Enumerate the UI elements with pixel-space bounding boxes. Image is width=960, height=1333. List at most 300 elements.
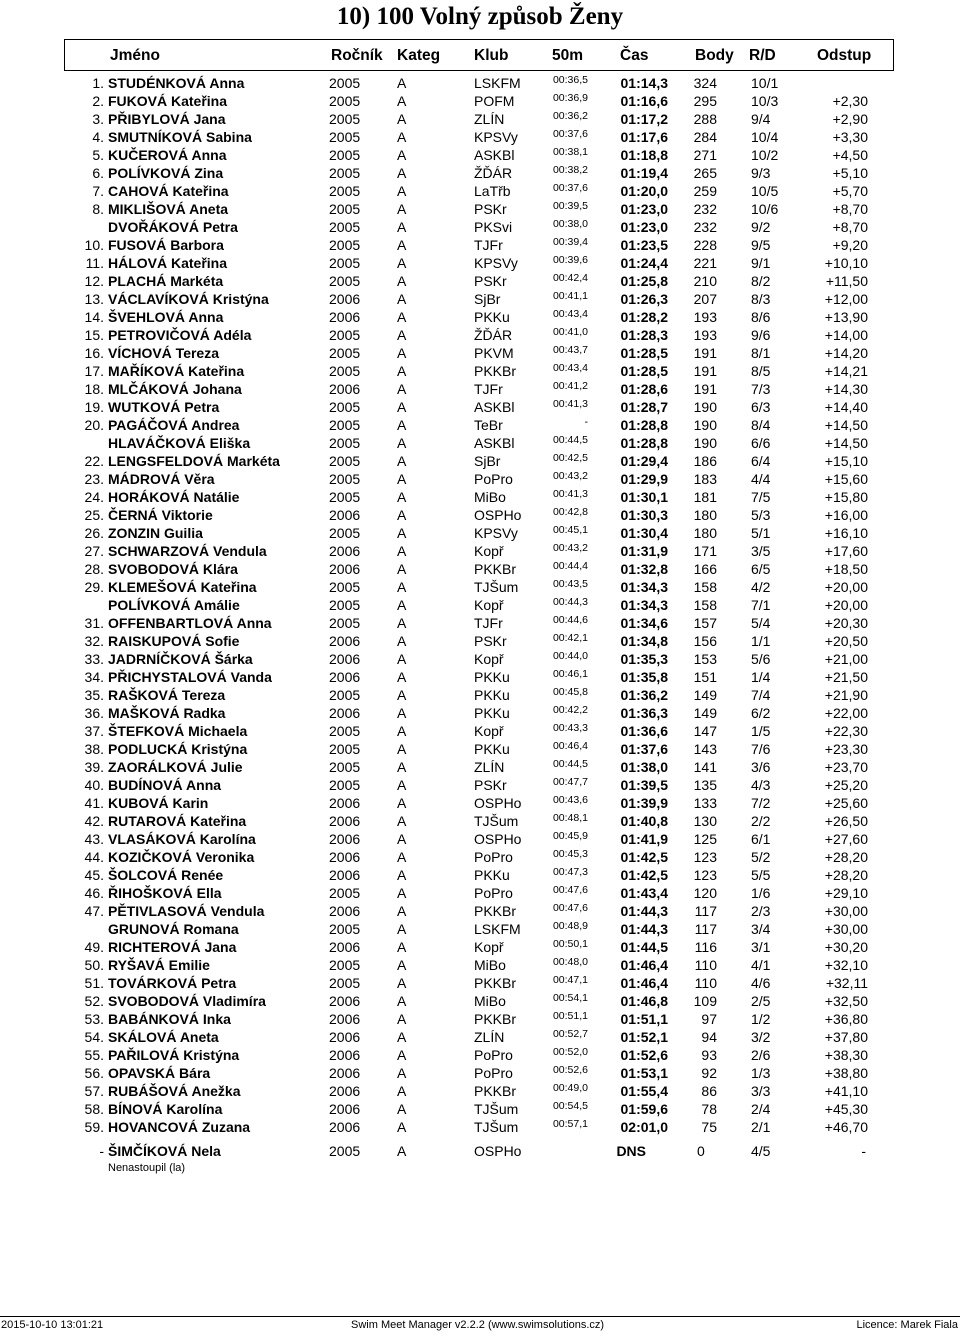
cell-name: PŘICHYSTALOVÁ Vanda (108, 669, 272, 685)
table-row (0, 722, 960, 740)
cell-split-50m: 00:54,5 (552, 1100, 588, 1112)
cell-club: MiBo (474, 957, 506, 973)
cell-rank: 35. (84, 687, 104, 703)
table-row (0, 920, 960, 938)
cell-gap: +14,20 (824, 345, 868, 361)
cell-rank: 22. (84, 453, 104, 469)
cell-name: PLACHÁ Markéta (108, 273, 224, 289)
cell-year: 2005 (329, 111, 361, 127)
dns-category: A (397, 1143, 407, 1159)
cell-round-lane: 4/2 (751, 579, 771, 595)
cell-gap: +2,30 (832, 93, 868, 109)
cell-gap: +14,00 (824, 327, 868, 343)
cell-time: 01:32,8 (620, 561, 668, 577)
cell-rank: 53. (84, 1011, 104, 1027)
cell-category: A (397, 129, 407, 145)
cell-split-50m: 00:44,5 (552, 758, 588, 770)
cell-club: TJFr (474, 237, 503, 253)
dns-club: OSPHo (474, 1143, 522, 1159)
cell-points: 191 (693, 381, 717, 397)
table-row (0, 992, 960, 1010)
dns-year: 2005 (329, 1143, 361, 1159)
cell-time: 01:46,4 (620, 957, 668, 973)
cell-year: 2005 (329, 183, 361, 199)
cell-split-50m: 00:43,5 (552, 578, 588, 590)
cell-category: A (397, 165, 407, 181)
cell-year: 2005 (329, 759, 361, 775)
cell-split-50m: 00:42,4 (552, 272, 588, 284)
table-row (0, 704, 960, 722)
cell-name: RICHTEROVÁ Jana (108, 939, 237, 955)
cell-year: 2005 (329, 327, 361, 343)
cell-round-lane: 9/1 (751, 255, 771, 271)
cell-club: PoPro (474, 849, 513, 865)
cell-points: 110 (694, 975, 717, 991)
cell-rank: 58. (84, 1101, 104, 1117)
dns-name: ŠIMČÍKOVÁ Nela (108, 1143, 221, 1159)
cell-time: 01:36,3 (620, 705, 668, 721)
cell-name: MLČÁKOVÁ Johana (108, 381, 242, 397)
cell-year: 2006 (329, 543, 361, 559)
cell-time: 01:23,5 (620, 237, 668, 253)
cell-split-50m: 00:44,3 (552, 596, 588, 608)
cell-split-50m: 00:45,3 (552, 848, 588, 860)
cell-year: 2005 (329, 201, 361, 217)
cell-rank: 11. (85, 255, 104, 271)
cell-split-50m: 00:38,0 (552, 218, 588, 230)
cell-round-lane: 5/3 (751, 507, 771, 523)
cell-round-lane: 9/4 (751, 111, 771, 127)
table-row (0, 308, 960, 326)
cell-club: LaTřb (474, 183, 511, 199)
cell-gap: +32,50 (824, 993, 868, 1009)
cell-round-lane: 2/2 (751, 813, 771, 829)
cell-gap: +32,11 (825, 975, 868, 991)
cell-name: BABÁNKOVÁ Inka (108, 1011, 231, 1027)
cell-club: TJŠum (474, 1119, 519, 1135)
cell-split-50m: 00:36,9 (552, 92, 588, 104)
cell-category: A (397, 1047, 407, 1063)
cell-split-50m: 00:36,2 (552, 110, 588, 122)
table-row (0, 614, 960, 632)
cell-category: A (397, 399, 407, 415)
cell-round-lane: 2/6 (751, 1047, 771, 1063)
cell-points: 143 (693, 741, 717, 757)
cell-points: 117 (694, 921, 717, 937)
cell-gap: +21,00 (824, 651, 868, 667)
cell-category: A (397, 363, 407, 379)
cell-points: 147 (693, 723, 717, 739)
cell-time: 01:43,4 (620, 885, 668, 901)
cell-time: 01:36,6 (620, 723, 668, 739)
cell-name: PĚTIVLASOVÁ Vendula (108, 903, 265, 919)
cell-club: PSKr (474, 633, 507, 649)
cell-gap: +23,30 (824, 741, 868, 757)
cell-category: A (397, 741, 407, 757)
cell-time: 01:35,8 (620, 669, 668, 685)
table-row (0, 272, 960, 290)
cell-gap: +18,50 (824, 561, 868, 577)
cell-year: 2005 (329, 525, 361, 541)
cell-category: A (397, 831, 407, 847)
cell-points: 295 (693, 93, 717, 109)
cell-category: A (397, 183, 407, 199)
dns-entry (0, 1142, 960, 1178)
cell-split-50m: 00:52,7 (552, 1028, 588, 1040)
cell-year: 2006 (329, 1065, 361, 1081)
cell-club: OSPHo (474, 507, 522, 523)
cell-time: 01:14,3 (620, 75, 668, 91)
cell-club: MiBo (474, 489, 506, 505)
cell-time: 01:44,3 (620, 921, 668, 937)
cell-round-lane: 9/2 (751, 219, 771, 235)
cell-gap: +22,00 (824, 705, 868, 721)
cell-split-50m: 00:43,2 (552, 542, 588, 554)
cell-round-lane: 8/3 (751, 291, 771, 307)
cell-rank: 55. (84, 1047, 104, 1063)
cell-gap: +30,00 (824, 921, 868, 937)
cell-year: 2006 (329, 651, 361, 667)
header-gap: Odstup (817, 47, 872, 64)
cell-time: 01:17,2 (620, 111, 668, 127)
table-row (0, 902, 960, 920)
cell-name: LENGSFELDOVÁ Markéta (108, 453, 280, 469)
cell-club: POFM (474, 93, 515, 109)
cell-rank: 6. (92, 165, 104, 181)
cell-club: KPSVy (474, 129, 518, 145)
cell-points: 228 (693, 237, 717, 253)
cell-gap: +14,50 (824, 417, 868, 433)
cell-rank: 59. (84, 1119, 104, 1135)
cell-round-lane: 8/2 (751, 273, 771, 289)
cell-time: 01:44,5 (620, 939, 668, 955)
cell-round-lane: 1/2 (751, 1011, 771, 1027)
cell-gap: +3,30 (832, 129, 868, 145)
cell-rank: 25. (84, 507, 104, 523)
cell-year: 2005 (329, 921, 361, 937)
cell-split-50m: 00:46,1 (552, 668, 588, 680)
cell-split-50m: 00:43,4 (552, 308, 588, 320)
cell-gap: +8,70 (832, 201, 868, 217)
header-time: Čas (620, 47, 649, 64)
cell-name: MÁDROVÁ Věra (108, 471, 215, 487)
table-row (0, 470, 960, 488)
cell-points: 157 (693, 615, 717, 631)
cell-round-lane: 10/4 (751, 129, 779, 145)
cell-split-50m: 00:43,3 (552, 722, 588, 734)
table-row (0, 740, 960, 758)
cell-points: 86 (701, 1083, 717, 1099)
cell-split-50m: 00:41,2 (552, 380, 588, 392)
cell-points: 284 (693, 129, 717, 145)
cell-club: PoPro (474, 1047, 513, 1063)
cell-time: 01:36,2 (620, 687, 668, 703)
footer-licence: Licence: Marek Fiala (856, 1319, 958, 1331)
cell-rank: 17. (84, 363, 104, 379)
cell-split-50m: 00:57,1 (552, 1118, 588, 1130)
cell-gap: +38,30 (824, 1047, 868, 1063)
cell-round-lane: 7/5 (751, 489, 771, 505)
cell-points: 120 (693, 885, 717, 901)
cell-club: PSKr (474, 201, 507, 217)
cell-rank: 36. (84, 705, 104, 721)
cell-category: A (397, 75, 407, 91)
cell-year: 2005 (329, 489, 361, 505)
cell-time: 01:18,8 (620, 147, 668, 163)
cell-rank: 4. (92, 129, 104, 145)
cell-split-50m: 00:43,4 (552, 362, 588, 374)
cell-time: 01:24,4 (620, 255, 668, 271)
cell-category: A (397, 939, 407, 955)
cell-club: PKKu (474, 669, 510, 685)
cell-split-50m: 00:39,5 (552, 200, 588, 212)
cell-round-lane: 2/5 (751, 993, 771, 1009)
table-row (0, 1064, 960, 1082)
cell-year: 2005 (329, 435, 361, 451)
cell-name: PAŘILOVÁ Kristýna (108, 1047, 240, 1063)
cell-club: PKKu (474, 705, 510, 721)
cell-points: 166 (693, 561, 717, 577)
cell-points: 191 (693, 363, 717, 379)
cell-name: KLEMEŠOVÁ Kateřina (108, 579, 257, 595)
cell-name: FUKOVÁ Kateřina (108, 93, 228, 109)
cell-gap: +28,20 (824, 849, 868, 865)
cell-category: A (397, 723, 407, 739)
cell-club: Kopř (474, 723, 504, 739)
cell-time: 01:42,5 (620, 867, 668, 883)
cell-round-lane: 7/6 (751, 741, 771, 757)
cell-rank: 12. (84, 273, 104, 289)
cell-year: 2005 (329, 471, 361, 487)
cell-name: PODLUCKÁ Kristýna (108, 741, 248, 757)
cell-points: 232 (693, 219, 717, 235)
cell-time: 01:26,3 (620, 291, 668, 307)
table-row (0, 596, 960, 614)
cell-year: 2006 (329, 309, 361, 325)
cell-gap: +45,30 (824, 1101, 868, 1117)
cell-name: ČERNÁ Viktorie (108, 507, 213, 523)
cell-time: 01:16,6 (620, 93, 668, 109)
cell-round-lane: 7/3 (751, 381, 771, 397)
cell-points: 190 (693, 417, 717, 433)
cell-gap: +22,30 (824, 723, 868, 739)
cell-name: VÍCHOVÁ Tereza (108, 345, 219, 361)
cell-round-lane: 1/6 (751, 885, 771, 901)
cell-club: OSPHo (474, 795, 522, 811)
cell-gap: +20,30 (824, 615, 868, 631)
cell-split-50m: 00:47,1 (552, 974, 588, 986)
cell-name: ŠTEFKOVÁ Michaela (108, 723, 248, 739)
cell-category: A (397, 417, 407, 433)
cell-year: 2006 (329, 867, 361, 883)
cell-year: 2005 (329, 579, 361, 595)
cell-rank: 43. (84, 831, 104, 847)
cell-rank: 18. (84, 381, 104, 397)
cell-split-50m: 00:48,9 (552, 920, 588, 932)
header-round-lane: R/D (749, 47, 776, 64)
cell-name: ŠOLCOVÁ Renée (108, 867, 224, 883)
results-table (0, 74, 960, 1136)
cell-club: Kopř (474, 543, 504, 559)
cell-club: KPSVy (474, 255, 518, 271)
cell-round-lane: 6/6 (751, 435, 771, 451)
cell-rank: 57. (84, 1083, 104, 1099)
cell-time: 01:30,1 (620, 489, 668, 505)
cell-time: 01:46,8 (620, 993, 668, 1009)
cell-rank: 20. (84, 417, 104, 433)
cell-points: 158 (693, 579, 717, 595)
cell-name: RAISKUPOVÁ Sofie (108, 633, 240, 649)
cell-rank: 41. (84, 795, 104, 811)
cell-round-lane: 3/1 (751, 939, 771, 955)
cell-gap: +32,10 (824, 957, 868, 973)
cell-year: 2006 (329, 381, 361, 397)
cell-round-lane: 5/6 (751, 651, 771, 667)
cell-points: 75 (701, 1119, 717, 1135)
cell-points: 78 (701, 1101, 717, 1117)
cell-name: GRUNOVÁ Romana (108, 921, 239, 937)
table-row (0, 956, 960, 974)
cell-gap: +14,50 (824, 435, 868, 451)
cell-gap: +14,40 (824, 399, 868, 415)
dns-gap: - (861, 1143, 866, 1159)
cell-year: 2005 (329, 777, 361, 793)
cell-category: A (397, 1065, 407, 1081)
cell-category: A (397, 201, 407, 217)
cell-round-lane: 1/1 (751, 633, 771, 649)
cell-name: SVOBODOVÁ Klára (108, 561, 238, 577)
cell-category: A (397, 237, 407, 253)
cell-points: 133 (693, 795, 717, 811)
cell-rank: 37. (84, 723, 104, 739)
cell-rank: 1. (92, 75, 104, 91)
cell-split-50m: 00:41,0 (552, 326, 588, 338)
cell-split-50m: 00:43,7 (552, 344, 588, 356)
dns-note: Nenastoupil (la) (108, 1162, 186, 1174)
cell-category: A (397, 507, 407, 523)
cell-split-50m: 00:49,0 (552, 1082, 588, 1094)
cell-gap: +17,60 (824, 543, 868, 559)
cell-split-50m: 00:45,8 (552, 686, 588, 698)
cell-gap: +9,20 (832, 237, 868, 253)
cell-category: A (397, 687, 407, 703)
cell-time: 01:37,6 (620, 741, 668, 757)
cell-round-lane: 10/6 (751, 201, 779, 217)
cell-category: A (397, 453, 407, 469)
cell-club: PKKBr (474, 1011, 517, 1027)
cell-gap: +30,00 (824, 903, 868, 919)
cell-round-lane: 3/2 (751, 1029, 771, 1045)
cell-club: PKKBr (474, 903, 517, 919)
table-row (0, 380, 960, 398)
cell-round-lane: 9/3 (751, 165, 771, 181)
dns-status: DNS (616, 1143, 646, 1159)
cell-category: A (397, 435, 407, 451)
cell-time: 01:40,8 (620, 813, 668, 829)
cell-round-lane: 10/1 (751, 75, 779, 91)
cell-time: 01:41,9 (620, 831, 668, 847)
cell-category: A (397, 327, 407, 343)
cell-gap: +5,70 (832, 183, 868, 199)
cell-points: 149 (693, 705, 717, 721)
cell-rank: 38. (84, 741, 104, 757)
cell-year: 2006 (329, 561, 361, 577)
cell-year: 2006 (329, 993, 361, 1009)
cell-time: 01:35,3 (620, 651, 668, 667)
cell-time: 01:38,0 (620, 759, 668, 775)
table-row (0, 128, 960, 146)
cell-points: 180 (693, 525, 717, 541)
cell-category: A (397, 633, 407, 649)
cell-year: 2006 (329, 849, 361, 865)
cell-year: 2006 (329, 1011, 361, 1027)
cell-time: 01:17,6 (620, 129, 668, 145)
cell-round-lane: 9/6 (751, 327, 771, 343)
cell-gap: +21,90 (824, 687, 868, 703)
cell-gap: +41,10 (824, 1083, 868, 1099)
cell-time: 01:28,7 (620, 399, 668, 415)
table-row (0, 1142, 960, 1160)
cell-gap: +16,10 (824, 525, 868, 541)
cell-rank: 52. (84, 993, 104, 1009)
table-row (0, 452, 960, 470)
cell-category: A (397, 615, 407, 631)
cell-split-50m: 00:47,6 (552, 884, 588, 896)
cell-name: SVOBODOVÁ Vladimíra (108, 993, 266, 1009)
cell-club: MiBo (474, 993, 506, 1009)
cell-time: 01:42,5 (620, 849, 668, 865)
cell-split-50m: 00:44,5 (552, 434, 588, 446)
cell-split-50m: 00:39,6 (552, 254, 588, 266)
cell-round-lane: 3/5 (751, 543, 771, 559)
cell-rank: 49. (84, 939, 104, 955)
cell-points: 141 (693, 759, 717, 775)
cell-points: 116 (694, 939, 717, 955)
cell-category: A (397, 1101, 407, 1117)
cell-time: 01:28,2 (620, 309, 668, 325)
cell-year: 2005 (329, 219, 361, 235)
cell-points: 93 (701, 1047, 717, 1063)
cell-year: 2005 (329, 147, 361, 163)
cell-year: 2006 (329, 795, 361, 811)
table-row (0, 416, 960, 434)
cell-rank: 28. (84, 561, 104, 577)
cell-name: BÍNOVÁ Karolína (108, 1101, 223, 1117)
header-split-50m: 50m (552, 47, 584, 64)
cell-category: A (397, 795, 407, 811)
cell-time: 01:46,4 (620, 975, 668, 991)
cell-rank: 7. (92, 183, 104, 199)
cell-year: 2005 (329, 273, 361, 289)
header-category: Kateg (397, 47, 441, 64)
cell-name: RUTAROVÁ Kateřina (108, 813, 247, 829)
cell-time: 01:28,5 (620, 345, 668, 361)
table-row (0, 398, 960, 416)
cell-split-50m: 00:54,1 (552, 992, 588, 1004)
cell-rank: 40. (84, 777, 104, 793)
cell-rank: 3. (92, 111, 104, 127)
cell-category: A (397, 651, 407, 667)
cell-time: 02:01,0 (620, 1119, 668, 1135)
cell-time: 01:34,8 (620, 633, 668, 649)
cell-gap: +2,90 (832, 111, 868, 127)
cell-round-lane: 6/5 (751, 561, 771, 577)
cell-club: PSKr (474, 777, 507, 793)
cell-points: 190 (693, 435, 717, 451)
table-row (0, 650, 960, 668)
footer-timestamp: 2015-10-10 13:01:21 (1, 1319, 104, 1331)
cell-round-lane: 3/3 (751, 1083, 771, 1099)
